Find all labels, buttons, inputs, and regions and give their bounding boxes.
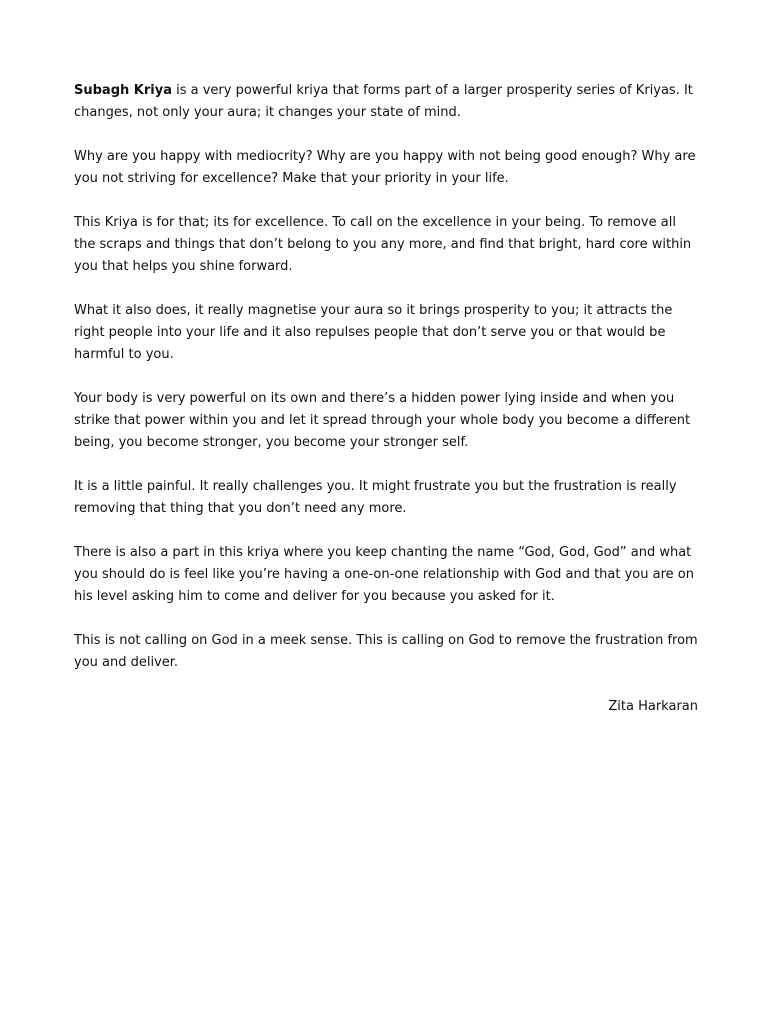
paragraph-mediocrity: Why are you happy with mediocrity? Why are you happy with not being good enough? Why are you not striving for excellence? Make that your priority in your life.: [74, 149, 696, 186]
kriya-name: Subagh Kriya: [74, 83, 172, 98]
paragraph-chanting: There is also a part in this kriya where you keep chanting the name “God, God, God” and what you should do is feel like you’re having a one-on-one relationship with God and that you are on his level asking him to come and deliver for you because you asked for it.: [74, 545, 694, 604]
paragraph-hidden-power: Your body is very powerful on its own and there’s a hidden power lying inside and when you strike that power within you and let it spread through your whole body you become a different being, you become stronger, you become your stronger self.: [74, 391, 691, 450]
document-body: [74, 80, 700, 718]
paragraph-painful: It is a little painful. It really challenges you. It might frustrate you but the frustration is really removing that thing that you don’t need any more.: [74, 479, 677, 516]
intro-paragraph: [74, 80, 700, 124]
paragraph-excellence: This Kriya is for that; its for excellence. To call on the excellence in your being. To remove all the scraps and things that don’t belong to you any more, and find that bright, hard core within you that helps you shine forward.: [74, 215, 692, 274]
paragraph-calling-on-god: This is not calling on God in a meek sense. This is calling on God to remove the frustration from you and deliver.: [74, 633, 698, 670]
author-signature: Zita Harkaran: [608, 699, 698, 714]
paragraph-prosperity: What it also does, it really magnetise your aura so it brings prosperity to you; it attracts the right people into your life and it also repulses people that don’t serve you or that would be harmful to you.: [74, 303, 673, 362]
intro-text: is a very powerful kriya that forms part of a larger prosperity series of Kriyas. It changes, not only your aura; it changes your state of mind.: [74, 83, 693, 120]
